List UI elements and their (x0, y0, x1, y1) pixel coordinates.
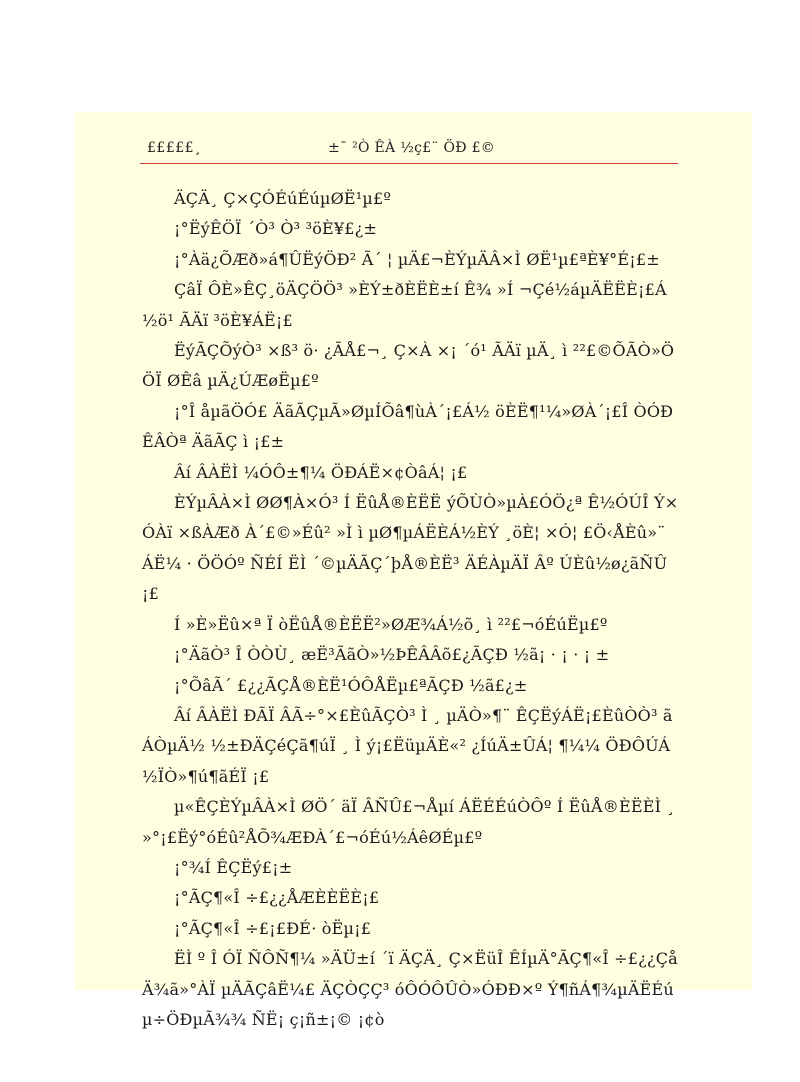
paragraph: ¡°Àä¿ÕÆð»á¶ÛËýÖÐ² Ã´ ¦ µÄ£¬ÈÝµÄÂ×Ì ØË¹µ£ªÈ¥°É¡£± (174, 249, 660, 269)
paragraph: Âí ÂÀËÌ ÐÃÏ ÂÃ÷°×£ÈûÃÇÒ³ Ì ¸ µÄÒ»¶¨ ÊÇËýÁË¡£ÈûÒÒ³ ãÁÒµÄ½ ½±ÐÄÇéÇã¶úÏ ¸ Ì ý¡£ËüµÄÈ«² ¿ÍúÄ±ÛÁ¦ ¶¼¼ ÖÐÔÚÁ½ÏÒ»¶ú¶ãÉÏ ¡£ (142, 705, 673, 786)
paragraph: ÄÇÄ¸ Ç×ÇÓÉúÉúµØË¹µ£º (174, 189, 392, 208)
body-text (142, 184, 680, 1035)
paragraph: ¡°ËýÊÖÏ ´Ò³ Ò³ ³öÈ¥£¿± (174, 219, 378, 239)
header-divider (140, 163, 678, 164)
paragraph: Âí ÂÀËÌ ¼ÓÔ±¶¼ ÖÐÁË×¢ÒâÁ¦ ¡£ (174, 462, 468, 482)
paragraph: ¡°Î åµãÖÓ£ ÄãÃÇµÃ»ØµÍÕâ¶ùÀ´¡£Á½ öÈË¶¹¼»ØÀ´¡£Î ÒÓÐÊÂÒª ÄãÃÇ ì ¡£± (142, 401, 674, 452)
header-title: ±¯ ²Ò ÊÀ ½ç£¨ ÖÐ £© (328, 140, 496, 156)
paragraph: ¡°¾Í ÊÇËý£¡± (174, 857, 293, 877)
paragraph: µ«ÊÇÈÝµÂÀ×Ì ØÖ´ äÏ ÂÑÛ£¬Åµí ÁËÉÉúÒÔº Í ËûÅ®ÈËÈÌ ¸ »°¡£Ëý°óÉû²ÅÕ¾ÆÐÀ´£¬óÉú½ÁêØÉµ£º (142, 797, 675, 847)
paragraph: Í »È»Ëû×ª Ï òËûÅ®ÈËË²»ØÆ¾Á½õ¸ ì ²²£¬óÉúËµ£º (174, 614, 608, 634)
paragraph: ÇâÏ ÔÈ»ÊÇ¸öÄÇÖÖ³ »ÈÝ±ðÈËÈ±í Ê¾ »Í ¬Çé½áµÄËËÈ¡£Á½ö¹ ÃÄï ³öÈ¥ÁË¡£ (142, 280, 667, 330)
paragraph: ¡°ÄãÒ³ Î ÒÒÙ¸ æË³ÃãÒ»½ÞÊÂÂõ£¿ÃÇÐ ½ã¡ · ¡ · ¡ ± (174, 645, 610, 665)
paragraph: ËýÃÇÕýÒ³ ×ß³ ö· ¿ÃÅ£¬¸ Ç×À ×¡ ´ó¹ ÃÄï µÄ¸ ì ²²£©ÕÃÒ»ÖÖÏ ØÊâ µÄ¿ÚÆøËµ£º (142, 341, 675, 391)
paragraph: ¡°ÕâÃ´ £¿¿ÃÇÅ®ÈË¹ÓÔÅËµ£ªÃÇÐ ½ã£¿± (174, 675, 528, 695)
paragraph: ÈÝµÂÀ×Ì ØØ¶À×Ó³ Í ËûÅ®ÈËË ýÕÙÒ»µÀ£ÓÖ¿ª Ê½ÓÚÎ Ý×ÓÀï ×ßÀÆð À´£©»Éû² »Ì ì µØ¶µÁËÈÁ½ÈÝ ¸öÈ¦ ×Ó¦ £Ö‹ÅÈû»¨ ÁË¼ · ÖÖÓº ÑÉÍ ËÌ ´©µÄÃÇ´þÅ®ÈË³ ÄÉÀµÄÏ Âº ÚÈû½ø¿ãÑÛ¡£ (142, 493, 679, 604)
paragraph: ËÌ º Î ÓÏ ÑÔÑ¶¼ »ÄÜ±í ´ï ÄÇÄ¸ Ç×ËüÎ ÊÍµÄ°ÃÇ¶«Î ÷£¿¿ÇåÄ¾ã»°ÀÏ µÄÃÇâË¼£ ÄÇÒÇÇ³ óÔÓÔÛÒ»ÓÐÐ×º Ý¶ñÁ¶¾µÄËÉúµ÷ÖÐµÃ¾¾ ÑË¡ ç¡ñ±¡© ¡¢ò (142, 949, 678, 1029)
running-header (140, 138, 678, 162)
paragraph: ¡°ÃÇ¶«Î ÷£¡£ÐÉ· òËµ¡£ (174, 918, 372, 938)
document-page (75, 112, 752, 1029)
header-left-text: £££££¸ (147, 140, 202, 156)
paragraph: ¡°ÃÇ¶«Î ÷£¿¿ÅÆÈÈËÈ¡£ (174, 888, 380, 908)
